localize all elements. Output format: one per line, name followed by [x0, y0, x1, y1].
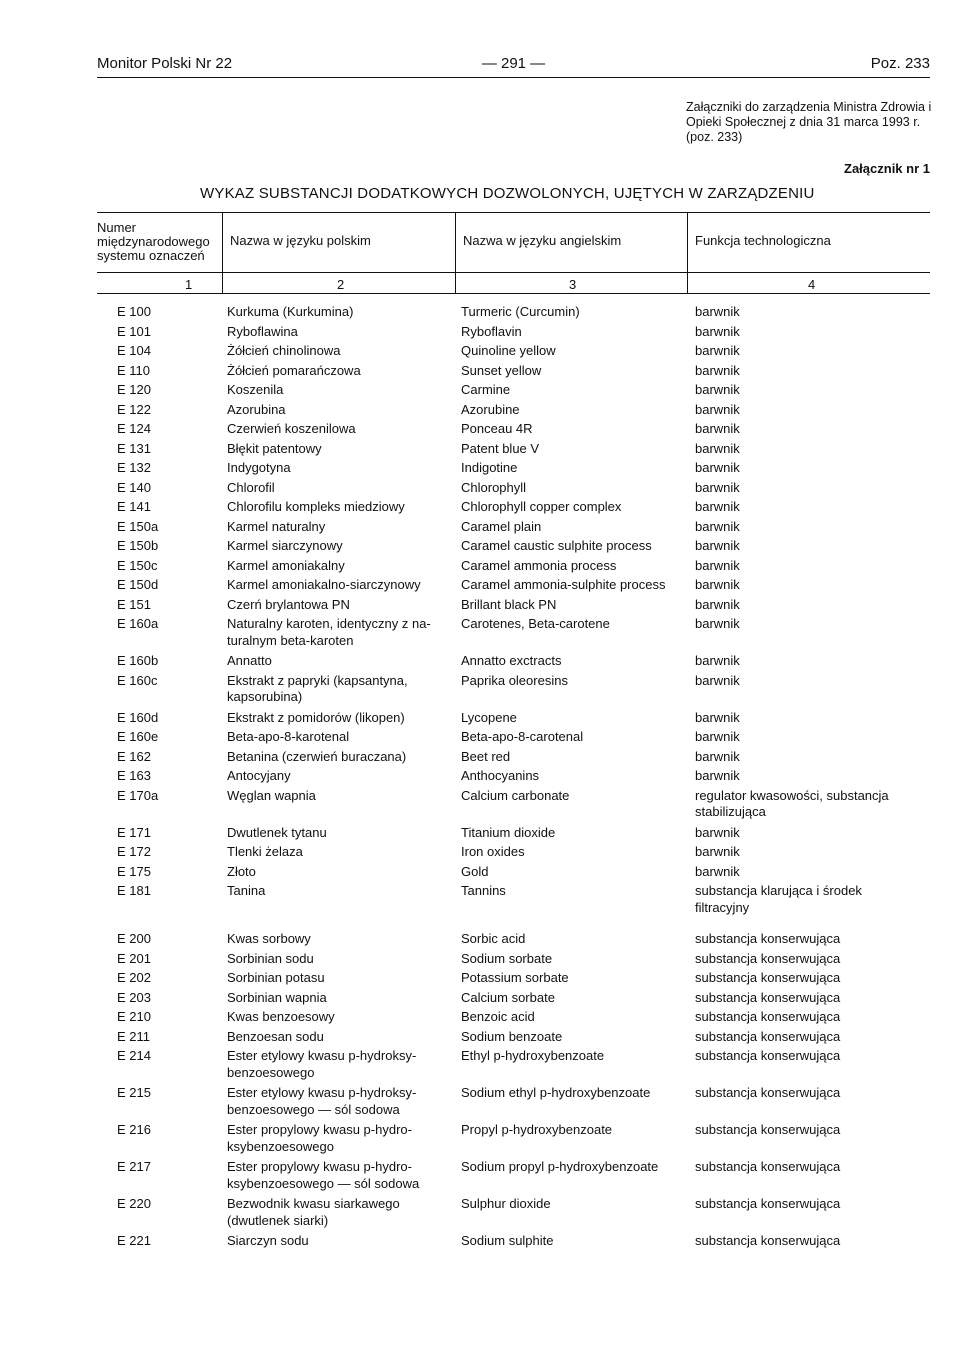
cell-code: E 160b [117, 653, 159, 668]
cell-polish-name: Żółcień pomarańczowa [227, 362, 361, 378]
cell-polish-name: Betanina (czerwień buraczana) [227, 748, 407, 764]
table-row [97, 421, 930, 438]
cell-code: E 160c [117, 672, 158, 688]
cell-function: regulator kwasowości, substancja stabilizująca [695, 787, 889, 819]
cell-english-name: Caramel plain [461, 518, 542, 534]
cell-function: substancja konserwująca [695, 1009, 841, 1024]
cell-code: E 171 [117, 824, 151, 840]
page-header [97, 55, 930, 77]
cell-function: substancja konserwująca [695, 989, 841, 1005]
cell-code: E 163 [117, 768, 151, 783]
cell-polish-name: Sorbinian sodu [227, 950, 314, 966]
cell-english-name: Sunset yellow [461, 362, 542, 378]
cell-english-name: Titanium dioxide [461, 824, 556, 840]
table-row [97, 990, 930, 1007]
cell-english-name: Beet red [461, 748, 511, 764]
publication-name: Monitor Polski Nr 22 [97, 55, 233, 72]
cell-english-name: Benzoic acid [461, 1009, 535, 1024]
cell-polish-name: Błękit patentowy [227, 440, 322, 456]
cell-polish-name: Węglan wapnia [227, 787, 316, 803]
cell-polish-name: Indygotyna [227, 460, 291, 475]
header-english-name: Nazwa w języku angielskim [463, 233, 622, 248]
cell-code: E 151 [117, 596, 151, 612]
cell-english-name: Quinoline yellow [461, 343, 556, 358]
cell-polish-name: Karmel amoniakalno-siarczynowy [227, 577, 421, 592]
cell-code: E 160a [117, 616, 159, 631]
table-row [97, 653, 930, 670]
cell-code: E 100 [117, 304, 151, 319]
table-row [97, 577, 930, 594]
cell-polish-name: Kwas benzoesowy [227, 1009, 335, 1024]
cell-code: E 210 [117, 1009, 151, 1024]
cell-english-name: Sodium sulphite [461, 1233, 554, 1248]
table-row [97, 710, 930, 727]
cell-function: barwnik [695, 382, 740, 397]
cell-function: barwnik [695, 421, 740, 436]
cell-polish-name: Tlenki żelaza [227, 844, 303, 859]
table-row [97, 441, 930, 458]
cell-function: barwnik [695, 824, 740, 840]
cell-polish-name: Dwutlenek tytanu [227, 824, 327, 840]
cell-polish-name: Ekstrakt z pomidorów (likopen) [227, 709, 405, 725]
cell-function: barwnik [695, 577, 740, 592]
cell-function: barwnik [695, 304, 740, 319]
cell-english-name: Chlorophyll copper complex [461, 499, 622, 514]
table-row [97, 538, 930, 555]
cell-function: barwnik [695, 616, 740, 631]
cell-code: E 200 [117, 931, 151, 946]
cell-code: E 150a [117, 518, 159, 534]
cell-function: barwnik [695, 460, 740, 475]
cell-code: E 101 [117, 323, 151, 339]
table-row [97, 825, 930, 842]
cell-polish-name: Ester etylowy kwasu p-hydroksy- benzoesowego [227, 1048, 417, 1080]
cell-polish-name: Złoto [227, 863, 256, 879]
table-row [97, 480, 930, 497]
cell-code: E 203 [117, 989, 151, 1005]
cell-polish-name: Kwas sorbowy [227, 931, 311, 946]
header-code: Numer międzynarodowego systemu oznaczeń [97, 220, 210, 263]
cell-english-name: Indigotine [461, 460, 518, 475]
cell-english-name: Sulphur dioxide [461, 1196, 551, 1211]
cell-english-name: Anthocyanins [461, 768, 540, 783]
table-row [97, 788, 930, 821]
header-polish-name: Nazwa w języku polskim [230, 233, 371, 248]
cell-function: substancja konserwująca [695, 1233, 841, 1248]
cell-function: substancja konserwująca [695, 1159, 841, 1174]
table-colnum-rule [97, 293, 930, 294]
cell-polish-name: Koszenila [227, 382, 284, 397]
table-row [97, 1159, 930, 1192]
cell-english-name: Beta-apo-8-carotenal [461, 729, 584, 744]
cell-english-name: Gold [461, 863, 489, 879]
cell-code: E 124 [117, 421, 151, 436]
cell-english-name: Iron oxides [461, 844, 525, 859]
cell-english-name: Carotenes, Beta-carotene [461, 616, 610, 631]
cell-polish-name: Czerń brylantowa PN [227, 596, 350, 612]
cell-function: barwnik [695, 518, 740, 534]
cell-english-name: Carmine [461, 382, 511, 397]
col-separator-1 [222, 212, 223, 293]
table-row [97, 729, 930, 746]
table-row [97, 931, 930, 948]
table-row [97, 1233, 930, 1250]
cell-function: substancja konserwująca [695, 950, 841, 966]
cell-english-name: Caramel ammonia-sulphite process [461, 577, 666, 592]
list-title: WYKAZ SUBSTANCJI DODATKOWYCH DOZWOLONYCH, UJĘTYCH W ZARZĄDZENIU [200, 185, 815, 202]
cell-polish-name: Karmel naturalny [227, 518, 326, 534]
col-separator-2 [455, 212, 456, 293]
cell-code: E 150d [117, 577, 159, 592]
colnum-3: 3 [569, 277, 577, 292]
cell-english-name: Sodium benzoate [461, 1028, 563, 1044]
cell-function: substancja konserwująca [695, 931, 841, 946]
cell-polish-name: Naturalny karoten, identyczny z na- turalnym beta-karoten [227, 616, 431, 648]
cell-polish-name: Ester propylowy kwasu p-hydro- ksybenzoesowego — sól sodowa [227, 1159, 420, 1191]
cell-english-name: Sodium ethyl p-hydroxybenzoate [461, 1085, 651, 1100]
cell-code: E 150c [117, 557, 158, 573]
cell-function: substancja konserwująca [695, 1196, 841, 1211]
cell-english-name: Brillant black PN [461, 596, 557, 612]
cell-function: barwnik [695, 596, 740, 612]
cell-code: E 221 [117, 1233, 151, 1248]
cell-polish-name: Ekstrakt z papryki (kapsantyna, kapsorubina) [227, 672, 408, 704]
cell-code: E 211 [117, 1028, 151, 1044]
cell-code: E 215 [117, 1085, 151, 1100]
cell-function: barwnik [695, 499, 740, 514]
table-row [97, 597, 930, 614]
header-rule [97, 77, 930, 78]
cell-english-name: Potassium sorbate [461, 970, 569, 985]
table-row [97, 1085, 930, 1118]
cell-function: substancja konserwująca [695, 970, 841, 985]
colnum-2: 2 [337, 277, 345, 292]
table-row [97, 519, 930, 536]
table-row [97, 558, 930, 575]
cell-polish-name: Tanina [227, 883, 266, 898]
cell-function: barwnik [695, 672, 740, 688]
cell-polish-name: Bezwodnik kwasu siarkawego (dwutlenek siarki) [227, 1196, 400, 1228]
cell-english-name: Ryboflavin [461, 323, 522, 339]
cell-polish-name: Benzoesan sodu [227, 1028, 324, 1044]
cell-code: E 160e [117, 729, 159, 744]
table-row [97, 1029, 930, 1046]
cell-function: barwnik [695, 557, 740, 573]
cell-english-name: Caramel caustic sulphite process [461, 538, 652, 553]
cell-function: barwnik [695, 343, 740, 358]
cell-code: E 141 [117, 499, 151, 514]
cell-code: E 122 [117, 401, 151, 417]
cell-polish-name: Czerwień koszenilowa [227, 421, 356, 436]
cell-code: E 214 [117, 1048, 151, 1063]
annex-label: Załącznik nr 1 [844, 161, 930, 176]
cell-english-name: Propyl p-hydroxybenzoate [461, 1122, 613, 1137]
cell-function: barwnik [695, 863, 740, 879]
table-row [97, 1196, 930, 1229]
table-row [97, 970, 930, 987]
table-row [97, 1048, 930, 1081]
cell-english-name: Sodium sorbate [461, 950, 553, 966]
annex-note: Załączniki do zarządzenia Ministra Zdrowia i Opieki Społecznej z dnia 31 marca 1993 r. (poz. 233) [686, 100, 932, 144]
cell-function: barwnik [695, 729, 740, 744]
cell-english-name: Ponceau 4R [461, 421, 533, 436]
cell-english-name: Paprika oleoresins [461, 672, 568, 688]
table-row [97, 324, 930, 341]
cell-polish-name: Kurkuma (Kurkumina) [227, 304, 354, 319]
table-row [97, 402, 930, 419]
table-row [97, 460, 930, 477]
cell-english-name: Sodium propyl p-hydroxybenzoate [461, 1159, 659, 1174]
cell-code: E 220 [117, 1196, 151, 1211]
cell-code: E 140 [117, 479, 151, 495]
cell-polish-name: Chlorofil [227, 479, 275, 495]
cell-polish-name: Sorbinian wapnia [227, 989, 327, 1005]
colnum-4: 4 [808, 277, 816, 292]
cell-function: barwnik [695, 479, 740, 495]
table-row [97, 749, 930, 766]
cell-code: E 131 [117, 440, 151, 456]
cell-function: barwnik [695, 362, 740, 378]
table-row [97, 951, 930, 968]
cell-code: E 110 [117, 362, 151, 378]
cell-function: barwnik [695, 538, 740, 553]
table-row [97, 673, 930, 706]
table-row [97, 1122, 930, 1155]
cell-polish-name: Sorbinian potasu [227, 970, 325, 985]
cell-function: substancja konserwująca [695, 1085, 841, 1100]
cell-code: E 172 [117, 844, 151, 859]
cell-code: E 170a [117, 787, 159, 803]
cell-english-name: Calcium carbonate [461, 787, 570, 803]
table-row [97, 864, 930, 881]
table-row [97, 304, 930, 321]
cell-english-name: Caramel ammonia process [461, 557, 617, 573]
cell-english-name: Patent blue V [461, 440, 540, 456]
cell-function: barwnik [695, 844, 740, 859]
cell-polish-name: Antocyjany [227, 768, 291, 783]
table-row [97, 382, 930, 399]
cell-english-name: Calcium sorbate [461, 989, 555, 1005]
cell-polish-name: Karmel amoniakalny [227, 557, 345, 573]
cell-english-name: Sorbic acid [461, 931, 526, 946]
cell-function: substancja konserwująca [695, 1122, 841, 1137]
cell-function: barwnik [695, 748, 740, 764]
position-number: Poz. 233 [870, 55, 930, 72]
table-row [97, 1009, 930, 1026]
colnum-1: 1 [185, 277, 193, 292]
cell-code: E 217 [117, 1159, 151, 1174]
cell-polish-name: Siarczyn sodu [227, 1233, 309, 1248]
cell-polish-name: Beta-apo-8-karotenal [227, 729, 350, 744]
cell-function: barwnik [695, 323, 740, 339]
cell-function: barwnik [695, 709, 740, 725]
table-row [97, 883, 930, 916]
page-number: — 291 — [481, 55, 546, 72]
cell-code: E 150b [117, 538, 159, 553]
cell-code: E 132 [117, 460, 151, 475]
cell-code: E 120 [117, 382, 151, 397]
cell-function: barwnik [695, 768, 740, 783]
header-function: Funkcja technologiczna [695, 233, 831, 248]
cell-english-name: Tannins [461, 883, 506, 898]
cell-code: E 162 [117, 748, 151, 764]
cell-polish-name: Karmel siarczynowy [227, 538, 343, 553]
cell-english-name: Turmeric (Curcumin) [461, 304, 580, 319]
table-row [97, 363, 930, 380]
table-row [97, 844, 930, 861]
cell-code: E 181 [117, 883, 151, 898]
cell-code: E 216 [117, 1122, 151, 1137]
cell-function: substancja konserwująca [695, 1028, 841, 1044]
cell-function: substancja konserwująca [695, 1048, 841, 1063]
cell-english-name: Lycopene [461, 709, 517, 725]
cell-code: E 175 [117, 863, 151, 879]
table-row [97, 616, 930, 649]
cell-function: barwnik [695, 401, 740, 417]
col-separator-3 [687, 212, 688, 293]
cell-code: E 160d [117, 709, 159, 725]
cell-polish-name: Chlorofilu kompleks miedziowy [227, 499, 405, 514]
cell-polish-name: Ryboflawina [227, 323, 298, 339]
table-body [97, 304, 930, 1253]
cell-polish-name: Annatto [227, 653, 272, 668]
cell-code: E 202 [117, 970, 151, 985]
cell-polish-name: Ester etylowy kwasu p-hydroksy- benzoesowego — sól sodowa [227, 1085, 417, 1117]
cell-english-name: Azorubine [461, 401, 520, 417]
cell-function: barwnik [695, 653, 740, 668]
cell-code: E 104 [117, 343, 151, 358]
table-row [97, 343, 930, 360]
cell-function: barwnik [695, 440, 740, 456]
cell-polish-name: Żółcień chinolinowa [227, 343, 341, 358]
cell-english-name: Ethyl p-hydroxybenzoate [461, 1048, 605, 1063]
cell-english-name: Annatto exctracts [461, 653, 562, 668]
table-row [97, 499, 930, 516]
cell-code: E 201 [117, 950, 151, 966]
cell-polish-name: Ester propylowy kwasu p-hydro- ksybenzoesowego [227, 1122, 412, 1154]
cell-english-name: Chlorophyll [461, 479, 527, 495]
table-row [97, 768, 930, 785]
cell-function: substancja klarująca i środek filtracyjny [695, 883, 862, 915]
cell-polish-name: Azorubina [227, 401, 286, 417]
